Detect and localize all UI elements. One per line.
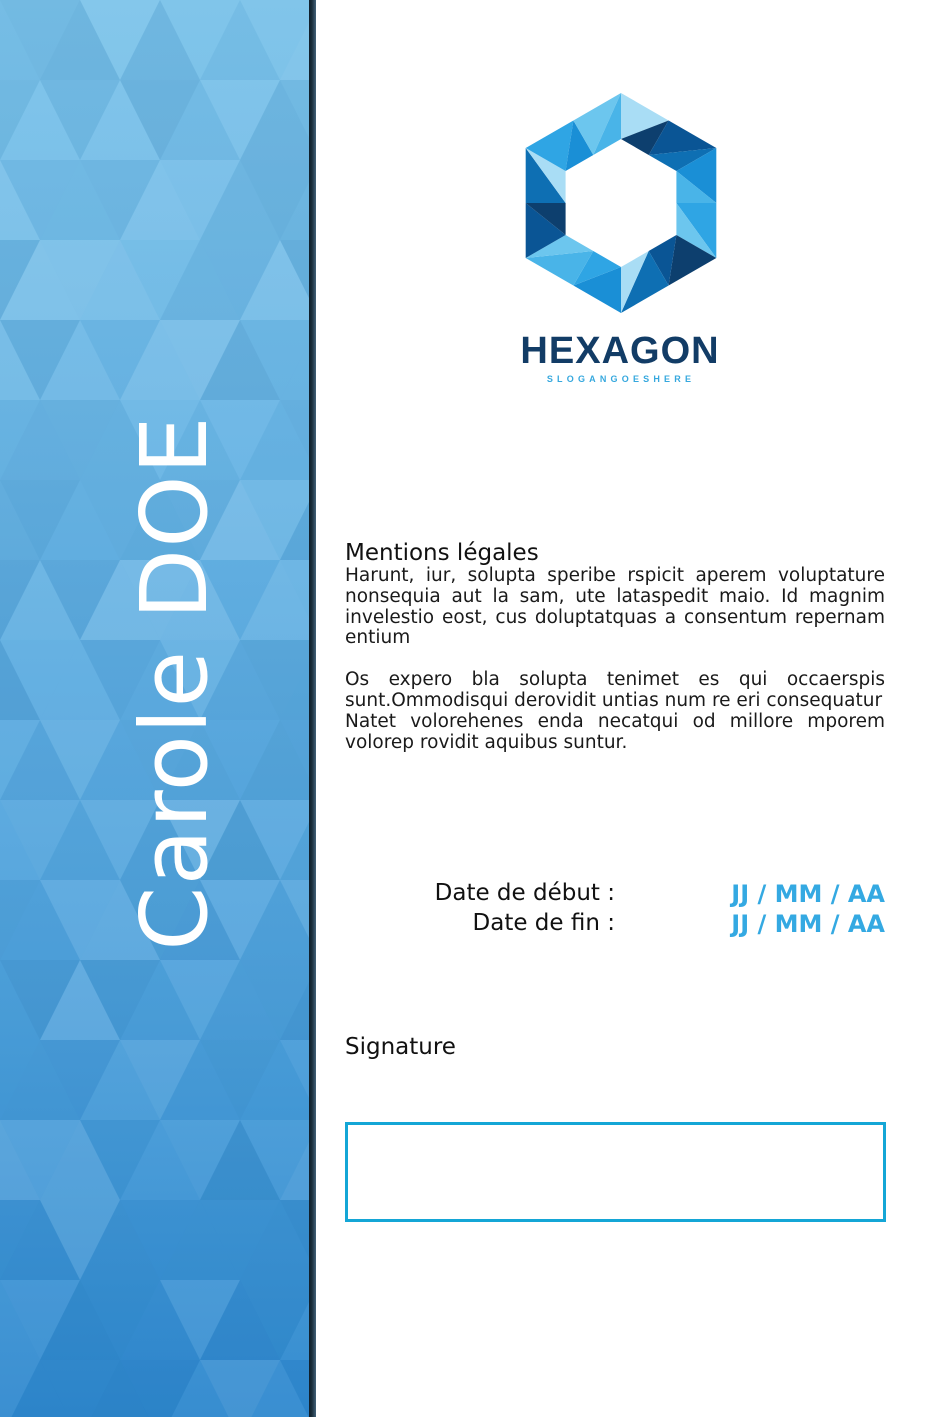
end-date-value: JJ / MM / AA <box>731 910 885 938</box>
start-date-row <box>345 880 885 910</box>
legal-paragraph: Os expero bla solupta tenimet es qui occaerspis sunt.Ommodisqui derovidit untias num re eri consequatur <box>345 669 885 711</box>
signature-box[interactable] <box>345 1122 886 1222</box>
brand-slogan: SLOGANGOESHERE <box>546 374 696 384</box>
legal-paragraph: Harunt, iur, solupta speribe rspicit aperem voluptature nonsequia aut la sam, ute lataspedit maio. Id magnim invelestio eost, cus doluptatquas a consentum repernam entium <box>345 565 885 649</box>
end-date-row <box>345 910 885 940</box>
start-date-label: Date de début : <box>434 880 615 906</box>
brand-name: HEXAGON <box>520 330 720 372</box>
legal-paragraph: Natet volorehenes enda necatqui od millore mporem volorep rovidit aquibus suntur. <box>345 710 885 753</box>
end-date-label: Date de fin : <box>472 910 615 936</box>
signature-label: Signature <box>345 1034 456 1060</box>
legal-body <box>345 566 885 753</box>
legal-title: Mentions légales <box>345 540 539 566</box>
side-panel-edge <box>309 0 316 1417</box>
card-holder-name: Carole DOE <box>121 415 228 951</box>
start-date-value: JJ / MM / AA <box>731 880 885 908</box>
